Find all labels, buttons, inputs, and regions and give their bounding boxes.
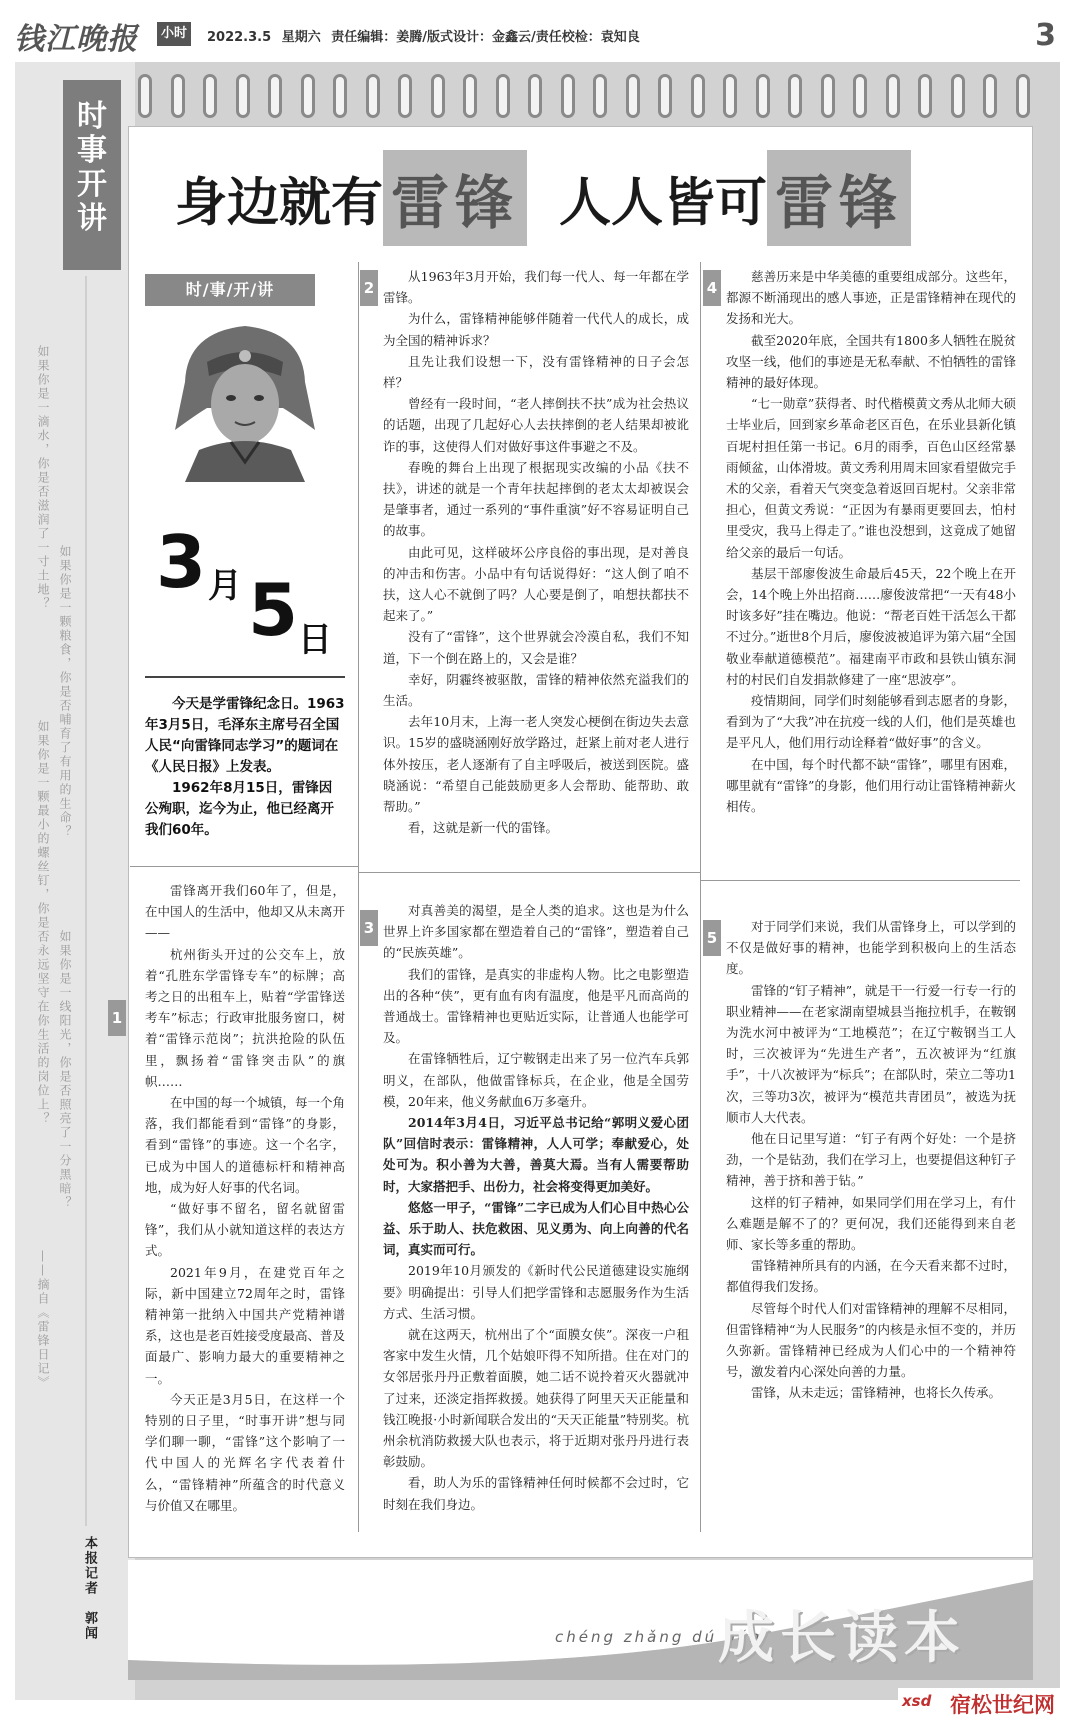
binding-ring <box>886 74 900 118</box>
paragraph: 看，这就是新一代的雷锋。 <box>408 820 559 836</box>
section-2-text <box>383 266 689 866</box>
paragraph: 就在这两天，杭州出了个“面膜女侠”。深夜一户租客家中发生火情，几个姑娘吓得不知所措。住在对门的女邻居张丹丹正敷着面膜，她二话不说拎着灭火器就冲了过来，还淡定指挥救援。她获得了阿里天天正能量和钱江晚报·小时新闻联合发出的“天天正能量”特别奖。杭州余杭消防救援大队也表示，将于近期对张丹丹进行表彰鼓励。 <box>383 1327 689 1470</box>
paragraph: 2019年10月颁发的《新时代公民道德建设实施纲要》明确提出：引导人们把学雷锋和志愿服务作为生活方式、生活习惯。 <box>383 1263 689 1321</box>
binding-ring <box>463 74 477 118</box>
side-poem: 如果你是一颗最小的螺丝钉，你是否永远坚守在你生活的岗位上？ <box>36 720 50 1126</box>
side-poem: 如果你是一滴水，你是否滋润了一寸土地？ <box>36 345 50 611</box>
watermark <box>898 1688 1076 1718</box>
binding-ring <box>301 74 315 118</box>
paragraph: 尽管每个时代人们对雷锋精神的理解不尽相同，但雷锋精神“为人民服务”的内核是永恒不变的，并历久弥新。雷锋精神已经成为人们心中的一个精神符号，激发着内心深处向善的力量。 <box>726 1300 1016 1380</box>
binding-ring <box>268 74 282 118</box>
paragraph: 在雷锋牺牲后，辽宁鞍钢走出来了另一位汽车兵郭明义，在部队，他做雷锋标兵，在企业，他是全国劳模，20年来，他义务献血6万多毫升。 <box>383 1051 689 1109</box>
side-title-char: 开 <box>77 167 107 202</box>
paragraph: 在中国的每一个城镇，每一个角落，我们都能看到“雷锋”的身影，看到“雷锋”的事迹。这一个名字，已成为中国人的道德标杆和精神高地，成为好人好事的代名词。 <box>145 1095 345 1195</box>
paragraph: 疫情期间，同学们时刻能够看到志愿者的身影，看到为了“大我”冲在抗疫一线的人们，他们是英雄也是平凡人，他们用行动诠释着“做好事”的含义。 <box>726 693 1016 751</box>
paragraph: 2014年3月4日，习近平总书记给“郭明义爱心团队”回信时表示：雷锋精神，人人可学；奉献爱心，处处可为。积小善为大善，善莫大焉。当有人需要帮助时，大家搭把手、出份力，社会将变得更加美好。 <box>383 1115 689 1194</box>
side-title-char: 讲 <box>77 201 107 236</box>
paragraph: “做好事不留名，留名就留雷锋”，我们从小就知道这样的表达方式。 <box>145 1201 345 1259</box>
section-number-1: 1 <box>108 1000 126 1036</box>
watermark-text: 宿松世纪网 <box>950 1693 1055 1717</box>
paragraph: 慈善历来是中华美德的重要组成部分。这些年，都源不断涌现出的感人事迹，正是雷锋精神在现代的发扬和光大。 <box>726 269 1016 327</box>
paragraph: 对真善美的渴望，是全人类的追求。这也是为什么世界上许多国家都在塑造着自己的“雷锋”，塑造着自己的“民族英雄”。 <box>383 903 689 961</box>
headline <box>175 150 1005 240</box>
paragraph: 幸好，阴霾终被驱散，雷锋的精神依然充溢我们的生活。 <box>383 671 689 709</box>
binding-ring <box>918 74 932 118</box>
side-title <box>63 100 121 236</box>
paragraph: 没有了“雷锋”，这个世界就会冷漠自私，我们不知道，下一个倒在路上的，又会是谁？ <box>383 629 689 666</box>
side-poem: 如果你是一线阳光，你是否照亮了一分黑暗？ <box>58 930 72 1210</box>
paragraph: 2021年9月，在建党百年之际，新中国建立72周年之时，雷锋精神第一批纳入中国共产党精神谱系，这也是老百姓接受度最高、普及面最广、影响力最大的重要精神之一。 <box>145 1264 345 1386</box>
date-month-number: 3 <box>156 520 207 604</box>
binding-ring <box>561 74 575 118</box>
binding-ring <box>496 74 510 118</box>
binding-ring <box>626 74 640 118</box>
paragraph: 在中国，每个时代都不缺“雷锋”，哪里有困难，哪里就有“雷锋”的身影，他们用行动让雷锋精神薪火相传。 <box>726 756 1016 815</box>
watermark-logo: xsd <box>902 1692 932 1710</box>
section-number-4: 4 <box>703 270 721 306</box>
binding-ring <box>853 74 867 118</box>
section-4-text <box>726 266 1016 876</box>
side-title-char: 事 <box>77 133 107 168</box>
binding-ring <box>658 74 672 118</box>
side-poem: 如果你是一颗粮食，你是否哺育了有用的生命？ <box>58 545 72 839</box>
paragraph: 看，助人为乐的雷锋精神任何时候都不会过时，它时刻在我们身边。 <box>383 1475 689 1512</box>
paragraph: 杭州街头开过的公交车上，放着“孔胜东学雷锋专车”的标牌；高考之日的出租车上，贴着“学雷锋送考车”标志；行政审批服务窗口，树着“雷锋示范岗”；抗洪抢险的队伍里，飘扬着“雷锋突击队”的旗帜…… <box>145 946 345 1089</box>
section-1-text <box>145 880 345 1530</box>
binding-ring <box>723 74 737 118</box>
binding-ring <box>1016 74 1030 118</box>
logo-badge: 小时 <box>157 22 191 46</box>
binding-ring <box>431 74 445 118</box>
binding-ring <box>593 74 607 118</box>
footer-pinyin: chéng zhǎng dú běn <box>555 1628 763 1646</box>
paragraph: 春晚的舞台上出现了根据现实改编的小品《扶不扶》，讲述的就是一个青年扶起摔倒的老太太却被误会是肇事者，通过一系列的“事件重演”好不容易证明自己的故事。 <box>383 459 689 539</box>
binding-ring <box>528 74 542 118</box>
paragraph: 从1963年3月开始，我们每一代人、每一年都在学雷锋。 <box>383 269 689 306</box>
paragraph: 他在日记里写道：“钉子有两个好处：一个是挤劲，一个是钻劲，我们在学习上，也要提倡这种钉子精神，善于挤和善于钻。” <box>726 1131 1016 1189</box>
issue-weekday: 星期六 <box>281 30 321 45</box>
binding-ring <box>983 74 997 118</box>
notebook-rings <box>128 62 1033 120</box>
paragraph: 为什么，雷锋精神能够伴随着一代代人的成长，成为全国的精神诉求？ <box>383 311 689 348</box>
intro-text <box>145 694 345 841</box>
side-strip <box>85 276 87 1526</box>
column-rule <box>700 262 701 1532</box>
date-rule <box>145 676 345 678</box>
paragraph: “七一勋章”获得者、时代楷模黄文秀从北师大硕士毕业后，回到家乡革命老区百色，在乐业县新化镇百坭村担任第一书记。6月的雨季，百色山区经常暴雨倾盆，山体滑坡。黄文秀利用周末回家看望做完手术的父亲，看着天气突变急着返回百坭村。父亲非常担心，但黄文秀说：“正因为有暴雨更要回去，怕村里受灾，我马上得走了。”谁也没想到，这竟成了她留给父亲的最后一句话。 <box>726 396 1016 560</box>
binding-ring <box>366 74 380 118</box>
reporter-byline: 本报记者 郭闻 <box>82 1536 97 1641</box>
section-number-2: 2 <box>360 270 378 306</box>
paragraph: 截至2020年底，全国共有1800多人牺牲在脱贫攻坚一线，他们的事迹是无私奉献、不怕牺牲的雷锋精神的最好体现。 <box>726 332 1016 391</box>
binding-ring <box>788 74 802 118</box>
footer-title: 成长读本 <box>718 1606 966 1671</box>
headline-highlight-1: 雷锋 <box>383 150 527 246</box>
section-3-text <box>383 900 689 1540</box>
binding-ring <box>138 74 152 118</box>
paragraph: 去年10月末，上海一老人突发心梗倒在街边失去意识。15岁的盛晓涵刚好放学路过，赶紧上前对老人进行体外按压，老人逐渐有了自主呼吸后，被送到医院。盛晓涵说：“希望自己能鼓励更多人会帮助、能帮助、敢帮助。” <box>383 714 689 815</box>
column1-divider <box>130 866 358 867</box>
issue-date: 2022.3.5 <box>207 30 272 45</box>
binding-ring <box>691 74 705 118</box>
binding-ring <box>333 74 347 118</box>
binding-ring <box>821 74 835 118</box>
binding-ring <box>756 74 770 118</box>
section-number-5: 5 <box>703 920 721 956</box>
section-number-3: 3 <box>360 910 378 946</box>
date-day-unit: 日 <box>298 620 332 660</box>
section-rule <box>700 880 1020 881</box>
paragraph: 雷锋，从未走远；雷锋精神，也将长久传承。 <box>751 1385 1002 1401</box>
page-number: 3 <box>1035 18 1056 53</box>
intro-paragraph: 今天是学雷锋纪念日。1963年3月5日，毛泽东主席号召全国人民“向雷锋同志学习”的题词在《人民日报》上发表。 <box>145 696 345 775</box>
column-rule <box>358 262 359 1532</box>
editor-credits: 责任编辑：姜腾/版式设计：金鑫云/责任校检：袁知良 <box>331 30 640 45</box>
date-month-unit: 月 <box>208 566 242 606</box>
headline-part1: 身边就有 <box>175 173 384 234</box>
section-rule <box>358 872 700 873</box>
paragraph: 今天正是3月5日，在这样一个特别的日子里，“时事开讲”想与同学们聊一聊，“雷锋”这个影响了一代中国人的光辉名字代表着什么，“雷锋精神”所蕴含的时代意义与价值又在哪里。 <box>145 1391 345 1513</box>
paragraph: 悠悠一甲子，“雷锋”二字已成为人们心目中热心公益、乐于助人、扶危救困、见义勇为、向上向善的代名词，真实而可行。 <box>383 1199 689 1258</box>
header-info <box>207 26 646 45</box>
lei-feng-portrait <box>165 312 325 482</box>
paragraph: 基层干部廖俊波生命最后45天，22个晚上在开会，14个晚上外出招商……廖俊波常把“一天有48小时该多好”挂在嘴边。他说：“帮老百姓干活怎么干都不过分。”逝世8个月后，廖俊波被追评为第六届“全国敬业奉献道德模范”。福建南平市政和县铁山镇东洞村的村民们自发捐款修建了一座“思波亭”。 <box>726 565 1016 687</box>
binding-ring <box>171 74 185 118</box>
headline-highlight-2: 雷锋 <box>767 150 911 246</box>
paragraph: 对于同学们来说，我们从雷锋身上，可以学到的不仅是做好事的精神，也能学到积极向上的生活态度。 <box>726 919 1016 977</box>
binding-ring <box>951 74 965 118</box>
paragraph: 雷锋离开我们60年了，但是，在中国人的生活中，他却又从未离开—— <box>145 883 345 941</box>
paragraph: 由此可见，这样破坏公序良俗的事出现，是对善良的冲击和伤害。小品中有句话说得好：“这人倒了咱不扶，这人心不就倒了吗？人心要是倒了，咱想扶都扶不起来了。” <box>383 544 689 624</box>
section-5-text <box>726 916 1016 1536</box>
paragraph: 这样的钉子精神，如果同学们用在学习上，有什么难题是解不了的？更何况，我们还能得到来自老师、家长等多重的帮助。 <box>726 1194 1016 1253</box>
paragraph: 雷锋精神所具有的内涵，在今天看来都不过时，都值得我们发扬。 <box>726 1258 1016 1295</box>
poem-source: ——摘自《雷锋日记》 <box>36 1250 50 1390</box>
column-label: 时/事/开/讲 <box>145 274 315 306</box>
paragraph: 雷锋的“钉子精神”，就是干一行爱一行专一行的职业精神——在老家湖南望城县当拖拉机手，在鞍钢为洗水河中被评为“工地模范”；在辽宁鞍钢当工人时，三次被评为“先进生产者”，五次被评为“红旗手”，十八次被评为“标兵”；在部队时，荣立二等功1次，三等功3次，被评为“模范共青团员”，被选为抚顺市人大代表。 <box>726 982 1016 1125</box>
side-title-char: 时 <box>77 99 107 134</box>
date-block <box>148 520 338 670</box>
binding-ring <box>203 74 217 118</box>
intro-paragraph: 1962年8月15日，雷锋因公殉职，迄今为止，他已经离开我们60年。 <box>145 780 334 838</box>
paragraph: 曾经有一段时间，“老人摔倒扶不扶”成为社会热议的话题，出现了几起好心人去扶摔倒的老人结果却被讹诈的事，这使得人们对做好事这件事避之不及。 <box>383 396 689 454</box>
binding-ring <box>236 74 250 118</box>
masthead <box>0 0 1080 58</box>
paragraph: 我们的雷锋，是真实的非虚构人物。比之电影塑造出的各种“侠”，更有血有肉有温度，他是平凡而高尚的普通战士。雷锋精神也更贴近实际，让普通人也能学可及。 <box>383 966 689 1046</box>
paragraph: 且先让我们设想一下，没有雷锋精神的日子会怎样？ <box>383 353 689 391</box>
headline-part2: 人人皆可 <box>559 173 768 234</box>
newspaper-logo: 钱江晚报 <box>14 22 138 57</box>
binding-ring <box>398 74 412 118</box>
side-column <box>15 62 135 1700</box>
date-day-number: 5 <box>248 568 299 652</box>
